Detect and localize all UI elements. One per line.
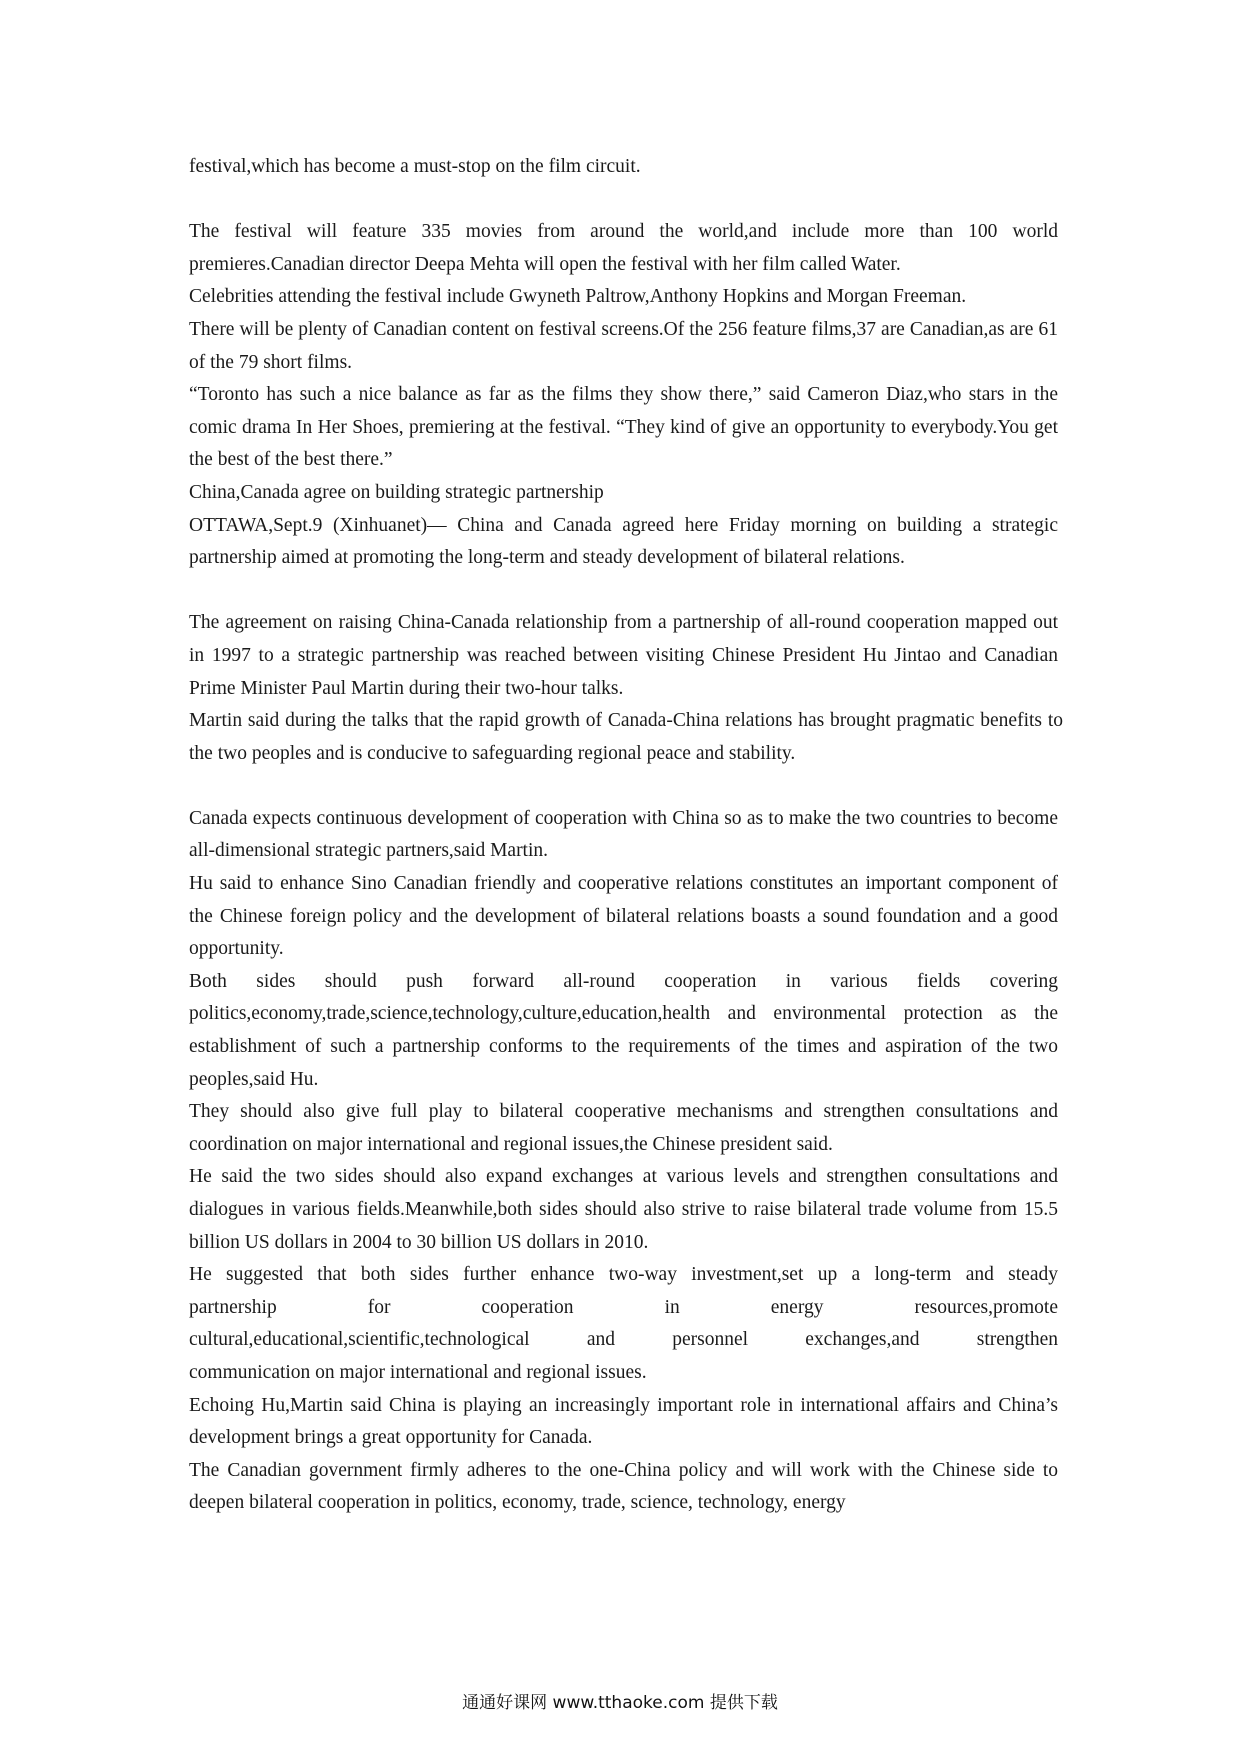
paragraph-martin-growth: Martin said during the talks that the rapid growth of Canada-China relations has brought pragmatic benefits to the two peoples and is conducive to safeguarding regional peace and stability. bbox=[189, 710, 1063, 764]
paragraph-one-china-policy: The Canadian government firmly adheres to the one-China policy and will work with the Chinese side to deepen bilateral cooperation in politics, economy, trade, science, technology, energy bbox=[189, 1459, 1058, 1514]
paragraph-cameron-diaz-quote: “Toronto has such a nice balance as far as the films they show there,” said Cameron Diaz,who stars in the comic drama In Her Shoes, premiering at the festival. “They kind of give an opportunity to everybody.You get the best of the best there.” bbox=[189, 384, 1058, 471]
paragraph-canadian-content: There will be plenty of Canadian content on festival screens.Of the 256 feature films,37 are Canadian,as are 61 of the 79 short films. bbox=[189, 318, 1058, 373]
paragraph-festival-movies: The festival will feature 335 movies from around the world,and include more than 100 world premieres.Canadian director Deepa Mehta will open the festival with her film called Water. bbox=[189, 221, 1058, 275]
paragraph-canada-expects: Canada expects continuous development of cooperation with China so as to make the two countries to become all-dimensional strategic partners,said Martin. bbox=[189, 807, 1058, 862]
paragraph-trade-volume: He said the two sides should also expand exchanges at various levels and strengthen consultations and dialogues in various fields.Meanwhile,both sides should also strive to raise bilateral trade volume from 15.5 billion US dollars in 2004 to 30 billion US dollars in 2010. bbox=[189, 1166, 1058, 1253]
paragraph-celebrities: Celebrities attending the festival include Gwyneth Paltrow,Anthony Hopkins and Morgan Freeman. bbox=[189, 286, 967, 308]
article-body bbox=[189, 151, 1063, 1520]
paragraph-investment-line-2: partnership for cooperation in energy resources,promote bbox=[189, 1296, 1058, 1318]
footer-watermark: 通通好课网 www.tthaoke.com 提供下载 bbox=[462, 1693, 778, 1713]
paragraph-cooperative-mechanisms: They should also give full play to bilateral cooperative mechanisms and strengthen consultations and coordination on major international and regional issues,the Chinese president said. bbox=[189, 1101, 1058, 1155]
paragraph-agreement: The agreement on raising China-Canada relationship from a partnership of all-round cooperation mapped out in 1997 to a strategic partnership was reached between visiting Chinese President Hu Jintao and Canadian Prime Minister Paul Martin during their two-hour talks. bbox=[189, 612, 1058, 699]
paragraph-investment-line-1: He suggested that both sides further enhance two-way investment,set up a long-term and steady bbox=[189, 1264, 1058, 1286]
paragraph-hu-enhance: Hu said to enhance Sino Canadian friendly and cooperative relations constitutes an important component of the Chinese foreign policy and the development of bilateral relations boasts a sound foundation and a good opportunity. bbox=[189, 873, 1058, 960]
article-headline: China,Canada agree on building strategic partnership bbox=[189, 481, 604, 503]
paragraph-investment-line-4: communication on major international and regional issues. bbox=[189, 1361, 647, 1383]
paragraph-ottawa-dateline: OTTAWA,Sept.9 (Xinhuanet)— China and Canada agreed here Friday morning on building a strategic partnership aimed at promoting the long-term and steady development of bilateral relations. bbox=[189, 514, 1058, 569]
paragraph-investment-line-3: cultural,educational,scientific,technological and personnel exchanges,and strengthen bbox=[189, 1329, 1058, 1351]
paragraph-festival-intro: festival,which has become a must-stop on the film circuit. bbox=[189, 156, 641, 177]
paragraph-echoing-hu: Echoing Hu,Martin said China is playing an increasingly important role in international affairs and China’s development brings a great opportunity for Canada. bbox=[189, 1394, 1058, 1449]
paragraph-both-sides: Both sides should push forward all-round cooperation in various fields covering politics,economy,trade,science,technology,culture,education,health and environmental protection as the establishment of such a partnership conforms to the requirements of the times and aspiration of the two peoples,said Hu. bbox=[189, 970, 1058, 1090]
